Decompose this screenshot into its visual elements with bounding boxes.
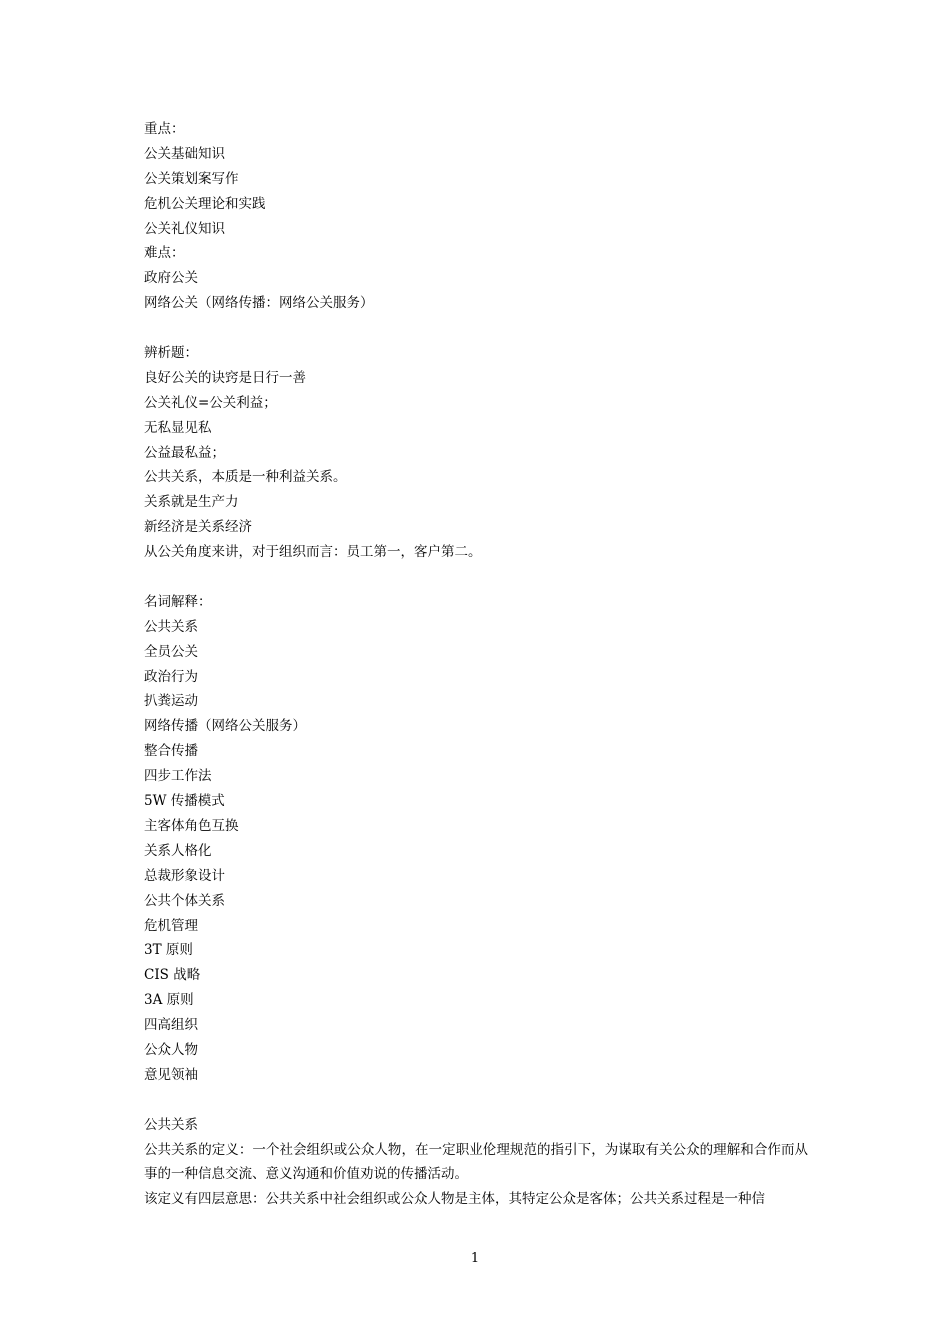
analysis-section (144, 341, 808, 565)
focus-item: 公关策划案写作 (144, 170, 239, 187)
focus-heading: 重点： (144, 121, 185, 137)
term-item: 总裁形象设计 (144, 867, 225, 884)
difficulty-heading: 难点： (144, 245, 185, 262)
analysis-heading: 辨析题： (144, 345, 198, 362)
focus-item: 公关基础知识 (144, 145, 225, 162)
term-item: 关系人格化 (144, 842, 212, 859)
pr-definition-paragraph: 公共关系的定义：一个社会组织或公众人物，在一定职业伦理规范的指引下，为谋取有关公众的理解和合作而从事的一种信息交流、意义沟通和价值劝说的传播活动。 (144, 1141, 808, 1183)
pr-section (144, 1113, 808, 1213)
term-item: 公共个体关系 (144, 892, 225, 909)
term-item: 全员公关 (144, 643, 198, 660)
blank-line (144, 316, 808, 341)
term-item: 政治行为 (144, 668, 198, 685)
term-item: 主客体角色互换 (144, 817, 239, 834)
focus-item: 公关礼仪知识 (144, 220, 225, 237)
term-item: 整合传播 (144, 743, 198, 760)
pr-heading: 公共关系 (144, 1116, 198, 1133)
terms-section (144, 590, 808, 1088)
analysis-item: 良好公关的诀窍是日行一善 (144, 369, 306, 386)
pr-meaning-paragraph: 该定义有四层意思：公共关系中社会组织或公众人物是主体，其特定公众是客体；公共关系过程是一种信 (144, 1191, 765, 1208)
analysis-item: 公关礼仪=公关利益； (144, 394, 277, 411)
term-item: 5W 传播模式 (144, 793, 225, 810)
terms-heading: 名词解释： (144, 593, 212, 610)
term-item: 四高组织 (144, 1017, 198, 1034)
difficulty-section (144, 241, 808, 316)
term-item: 3T 原则 (144, 942, 193, 959)
focus-item: 危机公关理论和实践 (144, 195, 266, 212)
term-item: 公众人物 (144, 1041, 198, 1058)
term-item: CIS 战略 (144, 967, 201, 984)
analysis-item: 无私显见私 (144, 419, 212, 436)
term-item: 四步工作法 (144, 768, 212, 785)
term-item: 危机管理 (144, 917, 198, 934)
term-item: 公共关系 (144, 618, 198, 635)
focus-section (144, 117, 808, 241)
blank-line (144, 565, 808, 590)
term-item: 扒粪运动 (144, 693, 198, 710)
difficulty-item: 政府公关 (144, 270, 198, 287)
analysis-item: 公共关系，本质是一种利益关系。 (144, 469, 347, 486)
term-item: 意见领袖 (144, 1066, 198, 1083)
term-item: 3A 原则 (144, 992, 194, 1009)
analysis-item: 从公关角度来讲，对于组织而言：员工第一，客户第二。 (144, 544, 482, 561)
blank-line (144, 1088, 808, 1113)
analysis-item: 新经济是关系经济 (144, 519, 252, 536)
analysis-item: 关系就是生产力 (144, 494, 239, 511)
page-number: 1 (470, 1251, 480, 1266)
difficulty-item: 网络公关（网络传播：网络公关服务） (144, 295, 374, 312)
document-body (144, 117, 808, 1212)
analysis-item: 公益最私益； (144, 444, 225, 461)
term-item: 网络传播（网络公关服务） (144, 718, 306, 735)
